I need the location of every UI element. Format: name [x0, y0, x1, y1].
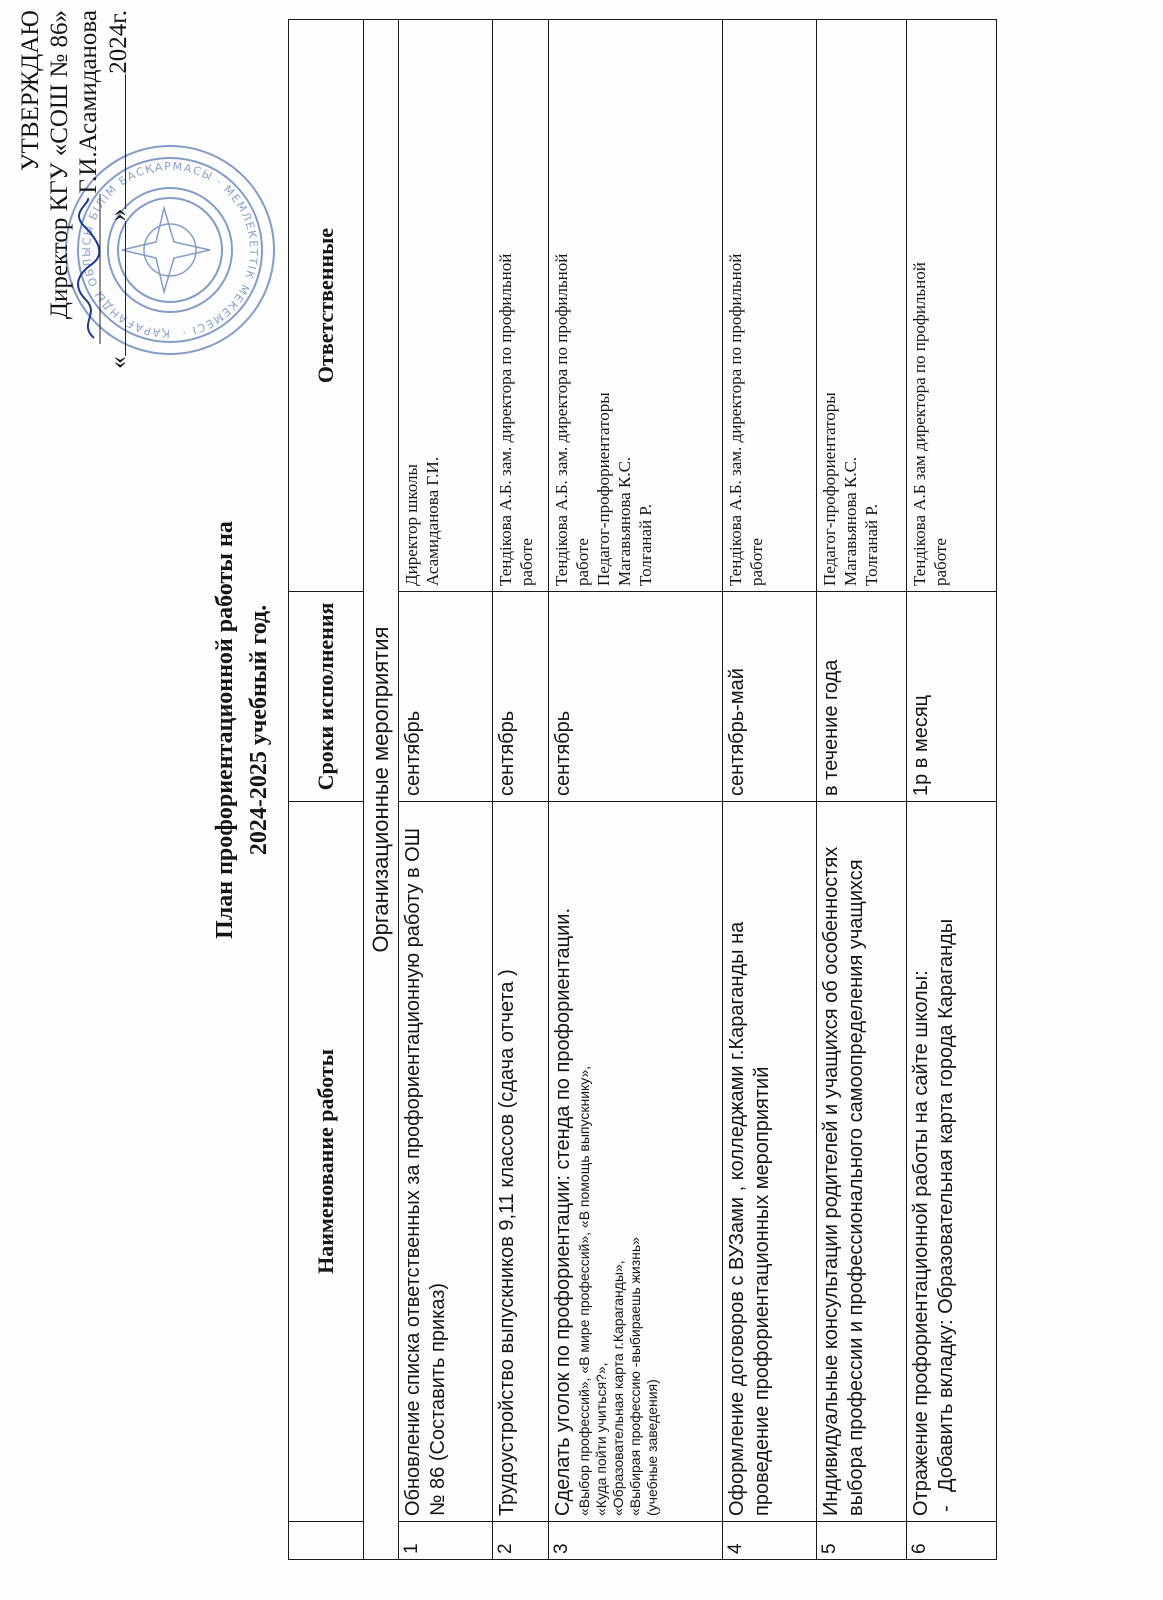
approval-year: 2024г. — [105, 10, 132, 74]
document-title — [208, 340, 276, 1120]
row-responsible — [493, 20, 549, 592]
header-resp: Ответственные — [289, 20, 364, 592]
row-number: 6 — [907, 1522, 997, 1560]
approval-director: Директор КГУ «СОШ № 86» — [46, 10, 73, 320]
date-quote-close: » — [105, 208, 132, 222]
row-term: сентябрь-май — [723, 592, 817, 802]
work-list — [934, 807, 959, 1516]
header-num — [289, 1522, 364, 1560]
row-work: Индивидуальные консультации родителей и учащихся об особенностях выбора профессии и профессионального самоопределения учащихся — [817, 802, 907, 1522]
row-number: 2 — [493, 1522, 549, 1560]
work-detail-line: «Выбор профессий», «В мире профессий», «В помощь выпускнику», — [576, 1065, 592, 1516]
responsible-line: Тендікова А.Б. зам. директора по профильной — [552, 253, 571, 586]
row-term: 1р в месяц — [907, 592, 997, 802]
row-work: Оформление договоров с ВУЗами , колледжами г.Караганды на проведение профориентационных мероприятий — [723, 802, 817, 1522]
responsible-line: Директор школы — [402, 464, 421, 586]
approval-block — [16, 10, 133, 410]
row-work: Трудоустройство выпускников 9,11 классов (сдача отчета ) — [493, 802, 549, 1522]
responsible-line: Асамиданова Г.И. — [423, 456, 442, 586]
date-quote-open: « — [105, 356, 132, 369]
header-work: Наименование работы — [289, 802, 364, 1522]
row-number: 1 — [399, 1522, 493, 1560]
responsible-line: Магавьянова К.С. — [615, 456, 634, 586]
responsible-line: Толғанай Р. — [636, 504, 655, 586]
responsible-line: Толғанай Р. — [862, 504, 881, 586]
approval-signatory: Г.И.Асамиданова — [75, 10, 102, 194]
responsible-line: работе — [517, 538, 536, 586]
header-term: Сроки исполнения — [289, 592, 364, 802]
title-line-1: План профориентационной работы на — [212, 521, 238, 939]
row-responsible — [399, 20, 493, 592]
table-row — [723, 20, 817, 1560]
seal-text: ҚАРАҒАНДЫ ОБЛЫСЫ БІЛІМ БАСҚАРМАСЫ · МЕМЛЕКЕТТІК МЕКЕМЕСІ · — [79, 159, 261, 341]
table-header-row — [289, 20, 364, 1560]
work-detail-line: (учебные заведения) — [644, 1379, 660, 1516]
responsible-line: работе — [931, 538, 950, 586]
row-responsible — [549, 20, 723, 592]
title-line-2: 2024-2025 учебный год. — [246, 604, 272, 856]
approval-signature-line — [74, 10, 103, 410]
responsible-line: Педагог-профориентаторы — [820, 392, 839, 586]
work-main-text: Отражение профориентационной работы на сайте школы: — [910, 970, 932, 1516]
row-term: сентябрь — [493, 592, 549, 802]
responsible-line: Тендікова А.Б. зам. директора по профильной — [726, 253, 745, 586]
responsible-line: Магавьянова К.С. — [841, 456, 860, 586]
approval-heading: УТВЕРЖДАЮ — [17, 10, 44, 172]
row-work: Обновление списка ответственных за профориентационную работу в ОШ № 86 (Составить приказ) — [399, 802, 493, 1522]
responsible-line: Тендікова А.Б зам директора по профильной — [910, 262, 929, 586]
table-row — [493, 20, 549, 1560]
work-detail-line: «Выбирая профессию -выбираешь жизнь» — [627, 1237, 643, 1516]
work-main-text: Сделать уголок по профориентации: стенда по профориентации. — [552, 907, 574, 1516]
row-term: в течение года — [817, 592, 907, 802]
responsible-line: работе — [573, 538, 592, 586]
table-row — [907, 20, 997, 1560]
responsible-line: Педагог-профориентаторы — [594, 392, 613, 586]
responsible-line: Тендікова А.Б. зам. директора по профильной — [496, 253, 515, 586]
approval-date-line — [103, 10, 133, 410]
row-work — [907, 802, 997, 1522]
work-list-item: - Добавить вкладку: Образовательная карта города Караганды — [934, 807, 959, 1492]
signature-mark — [76, 194, 102, 344]
row-term: сентябрь — [549, 592, 723, 802]
row-number: 4 — [723, 1522, 817, 1560]
section-title: Организационные мероприятия — [364, 20, 399, 1560]
work-detail-line: «Образовательная карта г.Караганды», — [610, 1260, 626, 1516]
row-responsible — [907, 20, 997, 592]
section-row — [364, 20, 399, 1560]
table-row — [549, 20, 723, 1560]
table-row — [817, 20, 907, 1560]
work-detail-line: «Куда пойти учиться?», — [593, 1362, 609, 1516]
table-row — [399, 20, 493, 1560]
row-responsible — [723, 20, 817, 592]
row-number: 3 — [549, 1522, 723, 1560]
row-number: 5 — [817, 1522, 907, 1560]
row-responsible — [817, 20, 907, 592]
plan-table — [288, 19, 997, 1560]
responsible-line: работе — [747, 538, 766, 586]
row-work — [549, 802, 723, 1522]
row-term: сентябрь — [399, 592, 493, 802]
